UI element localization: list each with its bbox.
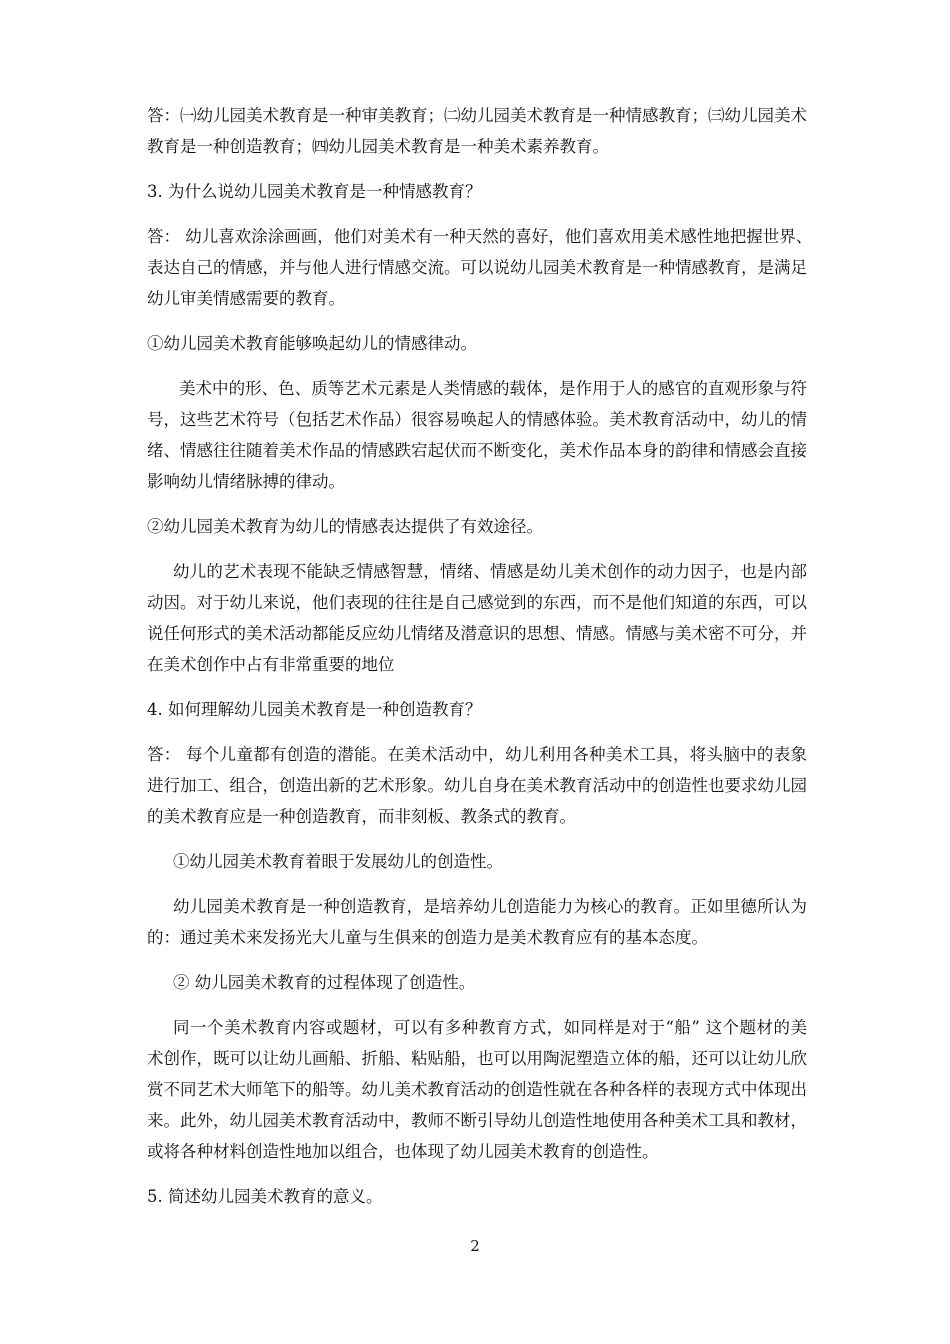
text-line: 教育是一种创造教育；㈣幼儿园美术教育是一种美术素养教育。 xyxy=(147,137,609,156)
text-line: 的：通过美术来发扬光大儿童与生俱来的创造力是美术教育应有的基本态度。 xyxy=(147,928,708,947)
text-line: 4. 如何理解幼儿园美术教育是一种创造教育？ xyxy=(147,700,482,719)
text-line: 的美术教育应是一种创造教育，而非刻板、教条式的教育。 xyxy=(147,807,576,826)
text-line: 答：㈠幼儿园美术教育是一种审美教育；㈡幼儿园美术教育是一种情感教育；㈢幼儿园美术 xyxy=(147,106,807,125)
text-line: 进行加工、组合，创造出新的艺术形象。幼儿自身在美术教育活动中的创造性也要求幼儿园 xyxy=(147,776,807,795)
text-line: 说任何形式的美术活动都能反应幼儿情绪及潜意识的思想、情感。情感与美术密不可分，并 xyxy=(147,624,807,643)
text-line: ②幼儿园美术教育为幼儿的情感表达提供了有效途径。 xyxy=(147,517,543,536)
text-line: 答： 幼儿喜欢涂涂画画，他们对美术有一种天然的喜好，他们喜欢用美术感性地把握世界、 xyxy=(147,227,813,246)
text-line: 绪、情感往往随着美术作品的情感跌宕起伏而不断变化，美术作品本身的韵律和情感会直接 xyxy=(147,441,807,460)
text-line: 5. 简述幼儿园美术教育的意义。 xyxy=(147,1187,383,1206)
text-line: 幼儿园美术教育是一种创造教育，是培养幼儿创造能力为核心的教育。正如里德所认为 xyxy=(173,897,807,916)
text-line: 在美术创作中占有非常重要的地位 xyxy=(147,655,395,674)
text-line: 或将各种材料创造性地加以组合，也体现了幼儿园美术教育的创造性。 xyxy=(147,1142,659,1161)
text-line: 影响幼儿情绪脉搏的律动。 xyxy=(147,472,345,491)
text-line: 号，这些艺术符号（包括艺术作品）很容易唤起人的情感体验。美术教育活动中，幼儿的情 xyxy=(147,410,807,429)
text-line: ①幼儿园美术教育能够唤起幼儿的情感律动。 xyxy=(147,334,477,353)
text-line: 表达自己的情感，并与他人进行情感交流。可以说幼儿园美术教育是一种情感教育，是满足 xyxy=(147,258,807,277)
text-line: 3. 为什么说幼儿园美术教育是一种情感教育？ xyxy=(147,182,482,201)
text-line: 同一个美术教育内容或题材，可以有多种教育方式，如同样是对于“船” 这个题材的美 xyxy=(173,1018,807,1037)
text-line: 术创作，既可以让幼儿画船、折船、粘贴船，也可以用陶泥塑造立体的船，还可以让幼儿欣 xyxy=(147,1049,807,1068)
text-line: 美术中的形、色、质等艺术元素是人类情感的载体，是作用于人的感官的直观形象与符 xyxy=(179,379,807,398)
page-number: 2 xyxy=(470,1237,480,1255)
text-line: 答： 每个儿童都有创造的潜能。在美术活动中，幼儿利用各种美术工具，将头脑中的表象 xyxy=(147,745,807,764)
text-line: 幼儿审美情感需要的教育。 xyxy=(147,289,345,308)
text-line: ①幼儿园美术教育着眼于发展幼儿的创造性。 xyxy=(173,852,503,871)
text-line: 动因。对于幼儿来说，他们表现的往往是自己感觉到的东西，而不是他们知道的东西，可以 xyxy=(147,593,807,612)
text-line: ② 幼儿园美术教育的过程体现了创造性。 xyxy=(173,973,476,992)
text-line: 赏不同艺术大师笔下的船等。幼儿美术教育活动的创造性就在各种各样的表现方式中体现出 xyxy=(147,1080,807,1099)
text-line: 幼儿的艺术表现不能缺乏情感智慧，情绪、情感是幼儿美术创作的动力因子，也是内部 xyxy=(173,562,807,581)
text-line: 来。此外，幼儿园美术教育活动中，教师不断引导幼儿创造性地使用各种美术工具和教材， xyxy=(147,1111,807,1130)
